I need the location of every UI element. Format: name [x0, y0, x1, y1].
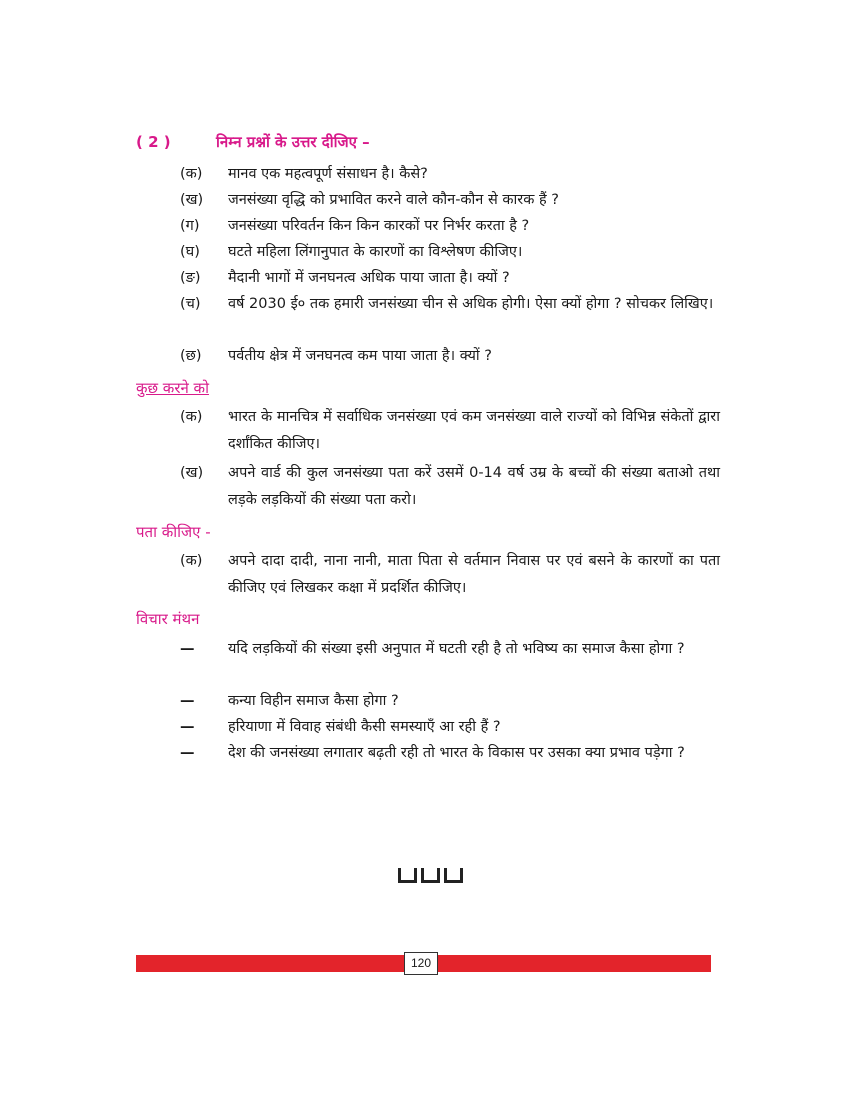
- item-text: जनसंख्या वृद्धि को प्रभावित करने वाले कौन-कौन से कारक हैं ?: [228, 192, 559, 208]
- list-item: [180, 343, 720, 370]
- item-marker: (ग): [180, 218, 200, 234]
- section-2-heading: [136, 132, 370, 152]
- item-text: मानव एक महत्वपूर्ण संसाधन है। कैसे?: [228, 166, 428, 182]
- list-item: [180, 714, 720, 741]
- end-ornament-icon: [398, 868, 463, 883]
- dash-marker: —: [180, 693, 195, 709]
- list-item: [180, 291, 720, 318]
- item-text: अपने दादा दादी, नाना नानी, माता पिता से वर्तमान निवास पर एवं बसने के कारणों का पता कीजिए एवं लिखकर कक्षा में प्रदर्शित कीजिए।: [228, 553, 720, 596]
- list-item: [180, 265, 720, 292]
- list-item: [180, 740, 720, 767]
- item-marker: (क): [180, 166, 203, 182]
- findout-heading: पता कीजिए -: [136, 523, 211, 541]
- item-marker: (च): [180, 296, 201, 312]
- item-marker: (ख): [180, 192, 204, 208]
- list-item: [180, 636, 720, 663]
- section-number: ( 2 ): [136, 133, 171, 151]
- dash-marker: —: [180, 719, 195, 735]
- list-item: [180, 239, 720, 266]
- dash-marker: —: [180, 641, 195, 657]
- item-text: पर्वतीय क्षेत्र में जनघनत्व कम पाया जाता है। क्यों ?: [228, 348, 492, 364]
- page-number: 120: [404, 952, 438, 975]
- item-text: यदि लड़कियों की संख्या इसी अनुपात में घटती रही है तो भविष्य का समाज कैसा होगा ?: [228, 641, 685, 657]
- activity-heading: कुछ करने को: [136, 379, 209, 397]
- item-text: अपने वार्ड की कुल जनसंख्या पता करें उसमें 0-14 वर्ष उम्र के बच्चों की संख्या बताओ तथा लड़के लड़कियों की संख्या पता करो।: [228, 465, 720, 508]
- list-item: [180, 404, 720, 458]
- item-text: कन्या विहीन समाज कैसा होगा ?: [228, 693, 399, 709]
- item-marker: (छ): [180, 348, 202, 364]
- list-item: [180, 688, 720, 715]
- item-text: घटते महिला लिंगानुपात के कारणों का विश्लेषण कीजिए।: [228, 244, 523, 260]
- item-text: मैदानी भागों में जनघनत्व अधिक पाया जाता है। क्यों ?: [228, 270, 510, 286]
- item-text: वर्ष 2030 ई० तक हमारी जनसंख्या चीन से अधिक होगी। ऐसा क्यों होगा ? सोचकर लिखिए।: [228, 296, 714, 312]
- item-marker: (क): [180, 409, 203, 425]
- list-item: [180, 187, 720, 214]
- item-text: हरियाणा में विवाह संबंधी कैसी समस्याएँ आ रही हैं ?: [228, 719, 501, 735]
- dash-marker: —: [180, 745, 195, 761]
- list-item: [180, 213, 720, 240]
- item-marker: (क): [180, 553, 203, 569]
- item-marker: (घ): [180, 244, 200, 260]
- item-marker: (ख): [180, 465, 204, 481]
- list-item: [180, 460, 720, 514]
- list-item: [180, 548, 720, 602]
- item-text: जनसंख्या परिवर्तन किन किन कारकों पर निर्भर करता है ?: [228, 218, 530, 234]
- brainstorm-heading: विचार मंथन: [136, 610, 200, 628]
- item-text: देश की जनसंख्या लगातार बढ़ती रही तो भारत के विकास पर उसका क्या प्रभाव पड़ेगा ?: [228, 745, 685, 761]
- section-title: निम्न प्रश्नों के उत्तर दीजिए –: [216, 133, 370, 151]
- item-marker: (ङ): [180, 270, 201, 286]
- list-item: [180, 161, 720, 188]
- item-text: भारत के मानचित्र में सर्वाधिक जनसंख्या एवं कम जनसंख्या वाले राज्यों को विभिन्न संकेतों द्वारा दर्शांकित कीजिए।: [228, 409, 720, 452]
